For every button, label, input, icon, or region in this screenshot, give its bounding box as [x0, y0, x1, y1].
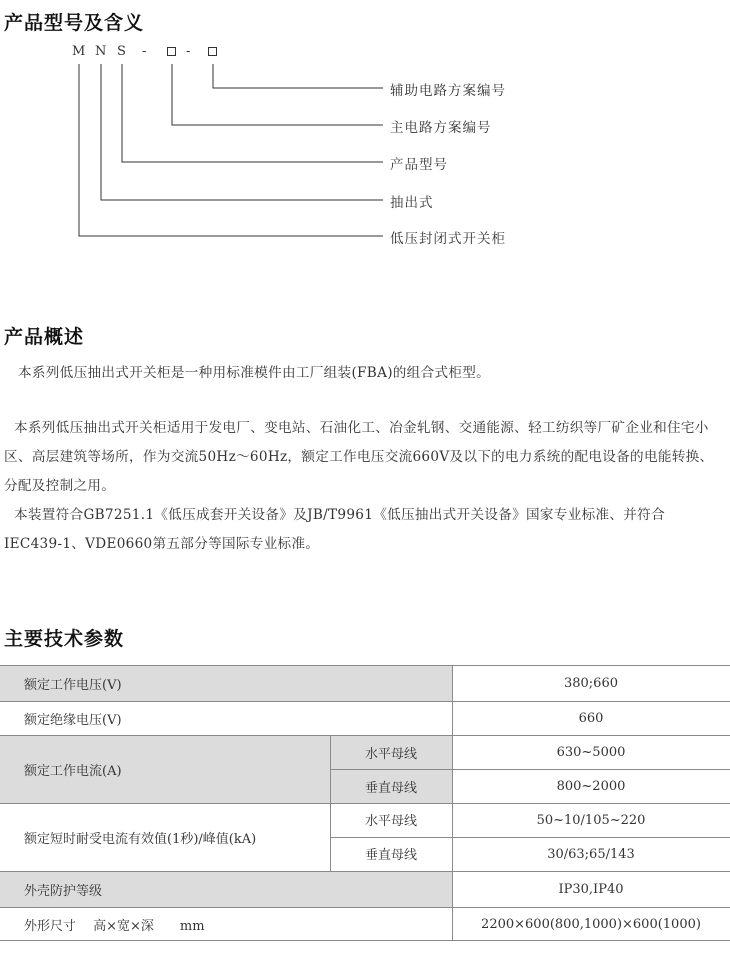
connector-line	[79, 64, 383, 236]
table-divider	[0, 907, 730, 908]
spec-sub-horizontal-busbar: 水平母线	[364, 813, 417, 829]
spec-value-horizontal-busbar-withstand: 50~10/105~220	[536, 812, 646, 828]
table-divider	[0, 803, 730, 804]
meaning-product-model: 产品型号	[390, 157, 448, 173]
spec-label-dimensions: 外形尺寸 高×宽×深 mm	[24, 918, 205, 934]
spec-value-rated-operating-voltage: 380;660	[563, 675, 618, 691]
meaning-auxiliary-circuit: 辅助电路方案编号	[390, 83, 506, 99]
spec-value-rated-insulation-voltage: 660	[578, 710, 604, 726]
spec-label-rated-insulation-voltage: 额定绝缘电压(V)	[24, 712, 122, 728]
spec-value-vertical-busbar-withstand: 30/63;65/143	[547, 846, 635, 862]
table-divider	[0, 701, 730, 702]
table-divider	[452, 665, 453, 941]
table-border	[0, 940, 730, 941]
overview-paragraph: 本系列低压抽出式开关柜适用于发电厂、变电站、石油化工、冶金轧钢、交通能源、轻工纺织等厂矿企业和住宅小区、高层建筑等场所，作为交流50Hz～60Hz，额定工作电压交流660V及以下的电力系统的配电设备的电能转换、分配及控制之用。	[4, 420, 714, 494]
specs-title: 主要技术参数	[4, 628, 125, 650]
code-dash: -	[142, 44, 147, 59]
meaning-main-circuit: 主电路方案编号	[390, 120, 492, 136]
meaning-low-voltage-switchgear: 低压封闭式开关柜	[390, 231, 506, 247]
spec-value-dimensions: 2200×600(800,1000)×600(1000)	[481, 916, 701, 932]
overview-paragraph: 本装置符合GB7251.1《低压成套开关设备》及JB/T9961《低压抽出式开关设备》国家专业标准、并符合IEC439-1、VDE0660第五部分等国际专业标准。	[4, 507, 665, 552]
spec-sub-horizontal-busbar: 水平母线	[364, 746, 417, 762]
table-divider	[0, 735, 730, 736]
connector-line	[101, 64, 383, 200]
spec-label-rated-operating-current: 额定工作电流(A)	[24, 763, 122, 779]
code-letter-s: S	[117, 44, 126, 59]
spec-sub-vertical-busbar: 垂直母线	[364, 847, 417, 863]
overview-title: 产品概述	[4, 326, 85, 348]
code-letter-m: M	[72, 44, 86, 59]
overview-paragraph: 本系列低压抽出式开关柜是一种用标准模件由工厂组装(FBA)的组合式柜型。	[18, 365, 491, 381]
table-border	[0, 665, 730, 666]
model-code-connector-lines	[0, 0, 730, 260]
code-dash: -	[186, 44, 191, 59]
table-divider	[0, 871, 730, 872]
code-letter-n: N	[95, 44, 107, 59]
connector-line	[213, 64, 383, 88]
spec-label-rated-operating-voltage: 额定工作电压(V)	[24, 677, 122, 693]
table-divider	[330, 837, 730, 838]
spec-value-horizontal-busbar-current: 630~5000	[556, 744, 626, 760]
spec-sub-vertical-busbar: 垂直母线	[364, 780, 417, 796]
spec-value-enclosure-protection: IP30,IP40	[558, 881, 624, 897]
table-divider	[330, 735, 331, 871]
table-divider	[330, 769, 730, 770]
meaning-withdrawable: 抽出式	[390, 195, 434, 211]
connector-line	[172, 64, 383, 125]
connector-line	[122, 64, 383, 162]
spec-value-vertical-busbar-current: 800~2000	[556, 778, 626, 794]
model-section-title: 产品型号及含义	[4, 12, 145, 34]
spec-label-short-time-withstand-current: 额定短时耐受电流有效值(1秒)/峰值(kA)	[24, 831, 257, 847]
specs-table	[0, 665, 730, 941]
spec-label-enclosure-protection: 外壳防护等级	[24, 883, 103, 899]
